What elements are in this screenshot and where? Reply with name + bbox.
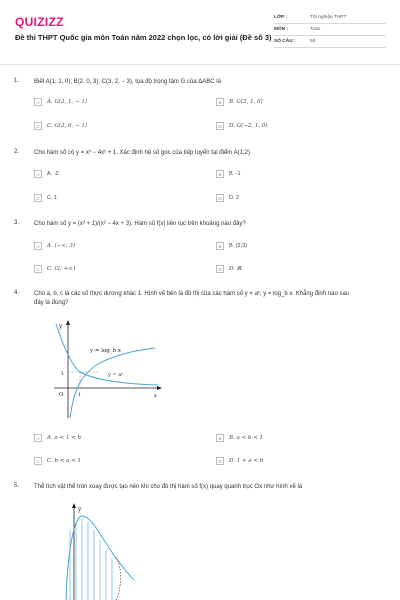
option-text: A. G(2, 1, − 1) bbox=[47, 99, 88, 105]
question-number: 2. bbox=[14, 149, 20, 155]
option-text: B. (2;3) bbox=[229, 243, 248, 249]
origin-label: O bbox=[59, 392, 64, 398]
exp-log-graph bbox=[50, 318, 166, 422]
question-text-line: đây là đúng? bbox=[34, 300, 69, 306]
option-a[interactable] bbox=[34, 240, 194, 252]
option-c[interactable] bbox=[34, 120, 194, 132]
meta-value: Tốt nghiệp THPT bbox=[310, 15, 347, 20]
log-curve-label: y = log_b x bbox=[90, 348, 121, 354]
y-axis-arrow bbox=[72, 503, 76, 508]
option-letter-box: A bbox=[34, 98, 42, 106]
option-d[interactable] bbox=[216, 263, 376, 275]
question-number: 4. bbox=[14, 290, 20, 296]
option-a[interactable] bbox=[34, 168, 194, 180]
option-text: D. 2 bbox=[229, 195, 240, 201]
question-text: Thể tích vật thể tròn xoay được tạo nên khi cho đồ thị hàm số f(x) quay quanh trục Ox như hình vẽ là bbox=[34, 484, 303, 490]
option-text: B. G(2, 1, 0) bbox=[229, 99, 263, 105]
option-letter-box: C bbox=[34, 265, 42, 273]
option-letter-box: C bbox=[34, 122, 42, 130]
option-letter-box: D bbox=[216, 457, 224, 465]
question-number: 5. bbox=[14, 483, 20, 489]
meta-label: MÔN : bbox=[274, 27, 289, 32]
option-c[interactable] bbox=[34, 455, 194, 467]
option-text: B. a < b < 1 bbox=[229, 435, 264, 441]
option-letter-box: A bbox=[34, 170, 42, 178]
meta-row-subject bbox=[274, 24, 386, 36]
option-b[interactable] bbox=[216, 432, 376, 444]
question-number: 1. bbox=[14, 78, 20, 84]
meta-row-count bbox=[274, 36, 386, 48]
option-letter-box: C bbox=[34, 194, 42, 202]
y-axis-arrow bbox=[66, 320, 70, 325]
option-d[interactable] bbox=[216, 192, 376, 204]
question-text: Biết A(1, 1, 0); B(2, 0, 3); C(3, 2, − 3), tọa độ trọng tâm G của ΔABC là bbox=[34, 79, 221, 85]
option-letter-box: D bbox=[216, 194, 224, 202]
option-text: C. 1 bbox=[47, 195, 58, 201]
option-text: A. -2 bbox=[47, 171, 59, 177]
option-letter-box: B bbox=[216, 434, 224, 442]
meta-value: 50 bbox=[310, 39, 316, 44]
option-text: D. ℝ bbox=[229, 266, 242, 272]
question-number: 3. bbox=[14, 220, 20, 226]
meta-label: LỚP : bbox=[274, 15, 288, 20]
exp-curve bbox=[56, 324, 158, 385]
option-c[interactable] bbox=[34, 263, 194, 275]
option-text: D. G(−2, 1, 0) bbox=[229, 123, 268, 129]
option-letter-box: C bbox=[34, 457, 42, 465]
option-letter-box: B bbox=[216, 242, 224, 250]
meta-table bbox=[274, 12, 386, 48]
worksheet-title: Đề thi THPT Quốc gia môn Toán năm 2022 chọn lọc, có lời giải (Đề số 3) bbox=[15, 33, 272, 42]
question-text-line: Cho a, b, c là các số thực dương khác 1. Hình vẽ bên là đồ thị của các hàm số y = aˣ, y = log_b x. Khẳng định nào sau bbox=[34, 291, 350, 297]
header-divider bbox=[0, 64, 400, 65]
option-letter-box: B bbox=[216, 98, 224, 106]
option-a[interactable] bbox=[34, 96, 194, 108]
x-axis-label: x bbox=[154, 393, 157, 399]
worksheet-header bbox=[0, 0, 400, 68]
exp-curve-label: y = aˣ bbox=[108, 372, 124, 378]
question-text: Cho hàm số có y = x³ − 4x² + 1. Xác định hệ số góc của tiếp tuyến tại điểm A(1;2) bbox=[34, 150, 250, 156]
option-text: C. b < a < 1 bbox=[47, 458, 82, 464]
y-axis-label: y bbox=[78, 506, 82, 513]
solid-of-revolution-graph bbox=[40, 500, 140, 600]
option-c[interactable] bbox=[34, 192, 194, 204]
option-text: C. G(2, 0, − 1) bbox=[47, 123, 88, 129]
quizizz-logo bbox=[15, 15, 64, 29]
option-letter-box: D bbox=[216, 122, 224, 130]
option-text: A. (−∞; 3) bbox=[47, 243, 76, 249]
option-b[interactable] bbox=[216, 240, 376, 252]
option-letter-box: A bbox=[34, 434, 42, 442]
x-axis-arrow bbox=[157, 386, 162, 390]
question-text: Cho hàm số y = (x² + 1)/(x² − 4x + 3). Hàm số f(x) liên tục trên khoảng nào đây? bbox=[34, 221, 246, 227]
option-text: D. 1 < a < b bbox=[229, 458, 264, 464]
option-d[interactable] bbox=[216, 120, 376, 132]
logo-text: QUIZIZZ bbox=[15, 15, 64, 29]
option-text: A. a < 1 < b bbox=[47, 435, 81, 441]
option-text: B. -1 bbox=[229, 171, 241, 177]
log-curve bbox=[70, 348, 155, 418]
y-one-label: 1 bbox=[61, 371, 65, 377]
x-one-label: 1 bbox=[78, 392, 82, 398]
option-letter-box: D bbox=[216, 265, 224, 273]
hatch-lines bbox=[70, 518, 112, 600]
option-text: C. (2; +∞) bbox=[47, 266, 76, 272]
meta-row-class bbox=[274, 12, 386, 24]
option-letter-box: A bbox=[34, 242, 42, 250]
option-letter-box: B bbox=[216, 170, 224, 178]
option-b[interactable] bbox=[216, 96, 376, 108]
option-a[interactable] bbox=[34, 432, 194, 444]
meta-value: Toán bbox=[310, 27, 321, 32]
meta-label: SỐ CÂU : bbox=[274, 39, 296, 44]
option-b[interactable] bbox=[216, 168, 376, 180]
option-d[interactable] bbox=[216, 455, 376, 467]
y-axis-label: y bbox=[59, 323, 63, 330]
rotation-ellipse bbox=[116, 558, 121, 600]
question-text bbox=[34, 290, 389, 308]
